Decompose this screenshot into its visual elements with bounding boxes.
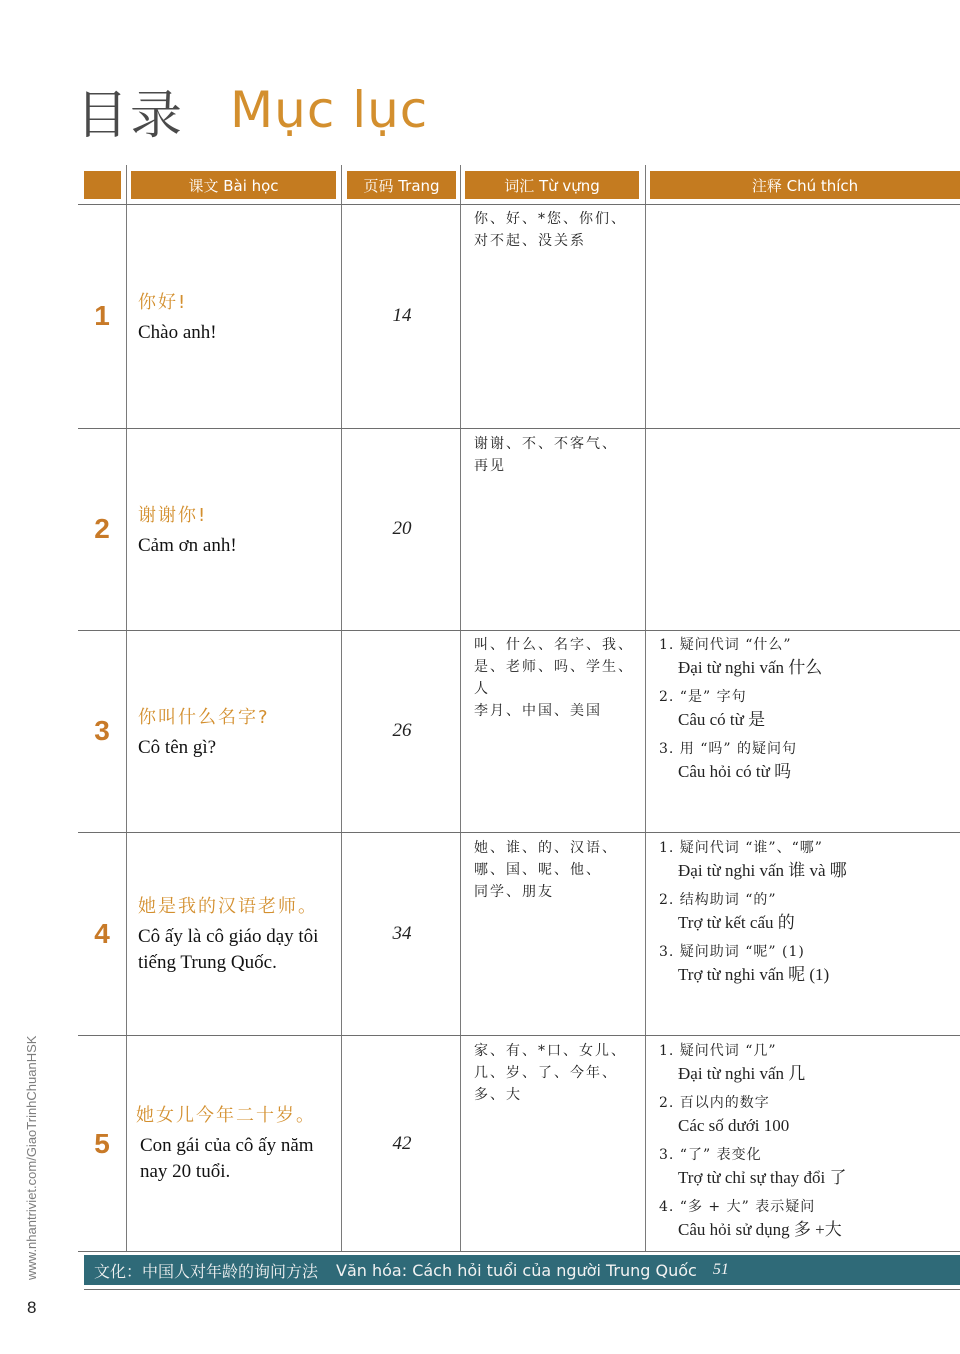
- header-num-column: [84, 171, 121, 199]
- note-item: [659, 738, 959, 784]
- lesson-title-zh: 她是我的汉语老师。: [138, 896, 318, 917]
- lesson-notes: [659, 634, 959, 790]
- note-vi: Trợ từ nghi vấn 呢 (1): [678, 965, 830, 984]
- lesson-title[interactable]: [138, 705, 338, 761]
- vocab-line: 对不起、没关系: [474, 233, 586, 249]
- note-vi: Trợ từ kết cấu 的: [678, 913, 795, 932]
- note-item: [659, 837, 959, 883]
- vocab-line: 你、好、*您、你们、: [474, 211, 627, 227]
- vocab-line: 叫、什么、名字、我、: [474, 637, 634, 653]
- vocab-line: 同学、朋友: [474, 884, 554, 900]
- row-divider: [78, 1251, 960, 1252]
- column-divider: [126, 165, 127, 1251]
- note-item: [659, 1092, 959, 1138]
- note-item: [659, 941, 959, 987]
- lesson-title-zh: 谢谢你!: [138, 505, 208, 526]
- row-divider: [78, 630, 960, 631]
- note-vi: Đại từ nghi vấn 谁 và 哪: [678, 861, 847, 880]
- lesson-title-vi: Chào anh!: [138, 322, 217, 343]
- header-page: 页码 Trang: [347, 171, 456, 199]
- header-lesson: 课文 Bài học: [131, 171, 336, 199]
- note-item: [659, 686, 959, 732]
- column-divider: [645, 165, 646, 1251]
- note-vi: Đại từ nghi vấn 什么: [678, 658, 823, 677]
- note-zh: 1. 疑问代词 “谁”、“哪”: [659, 840, 823, 856]
- vocab-line: 李月、中国、美国: [474, 703, 602, 719]
- note-vi: Câu hỏi có từ 吗: [678, 762, 792, 781]
- lesson-vocab: [474, 634, 639, 722]
- vocab-line: 谢谢、不、不客气、: [474, 436, 618, 452]
- note-vi: Câu hỏi sử dụng 多 +大: [678, 1220, 842, 1239]
- lesson-page[interactable]: 20: [392, 518, 412, 539]
- column-divider: [341, 165, 342, 1251]
- vocab-line: 人: [474, 681, 490, 697]
- watermark-url: www.nhantriviet.com/GiaoTrinhChuanHSK: [24, 1035, 39, 1280]
- lesson-page[interactable]: 42: [392, 1133, 412, 1154]
- row-divider: [84, 1289, 960, 1290]
- lesson-title-zh: 她女儿今年二十岁。: [136, 1105, 316, 1126]
- note-vi: Đại từ nghi vấn 几: [678, 1064, 806, 1083]
- note-item: [659, 1040, 959, 1086]
- row-divider: [78, 832, 960, 833]
- lesson-vocab: [474, 433, 639, 477]
- culture-section[interactable]: [84, 1255, 960, 1285]
- vocab-line: 几、岁、了、今年、: [474, 1065, 618, 1081]
- note-vi: Trợ từ chỉ sự thay đổi 了: [678, 1168, 847, 1187]
- note-item: [659, 1196, 959, 1242]
- vocab-line: 再见: [474, 458, 506, 474]
- vocab-line: 哪、国、呢、他、: [474, 862, 602, 878]
- note-vi: Các số dưới 100: [678, 1116, 790, 1135]
- note-item: [659, 634, 959, 680]
- row-divider: [78, 204, 960, 205]
- header-notes: 注释 Chú thích: [650, 171, 960, 199]
- lesson-title[interactable]: [138, 503, 338, 559]
- note-zh: 4. “多 + 大” 表示疑问: [659, 1199, 816, 1215]
- lesson-page[interactable]: 26: [392, 720, 412, 741]
- lesson-title[interactable]: [138, 894, 334, 976]
- culture-title-zh: 文化：中国人对年龄的询问方法: [94, 1261, 319, 1281]
- note-zh: 3. 疑问助词 “呢” (1): [659, 944, 805, 960]
- vocab-line: 她、谁、的、汉语、: [474, 840, 618, 856]
- header-vocab: 词汇 Từ vựng: [465, 171, 639, 199]
- note-zh: 3. 用 “吗” 的疑问句: [659, 741, 798, 757]
- note-zh: 2. 结构助词 “的”: [659, 892, 777, 908]
- note-zh: 1. 疑问代词 “几”: [659, 1043, 777, 1059]
- lesson-vocab: [474, 208, 639, 252]
- note-zh: 2. “是” 字句: [659, 689, 747, 705]
- note-zh: 1. 疑问代词 “什么”: [659, 637, 792, 653]
- lesson-number: 5: [94, 1128, 110, 1159]
- lesson-title-vi: Cảm ơn anh!: [138, 535, 237, 556]
- lesson-vocab: [474, 1040, 639, 1106]
- vocab-line: 多、大: [474, 1087, 522, 1103]
- culture-page: 51: [712, 1261, 729, 1278]
- title-vi: Mục lục: [230, 81, 429, 139]
- lesson-title-vi: Cô ấy là cô giáo dạy tôi tiếng Trung Quốc.: [138, 926, 319, 973]
- lesson-title-vi: Con gái của cô ấy năm nay 20 tuổi.: [140, 1135, 314, 1182]
- lesson-page[interactable]: 34: [392, 923, 412, 944]
- page-number: 8: [27, 1298, 37, 1317]
- lesson-title-vi: Cô tên gì?: [138, 737, 217, 758]
- lesson-title[interactable]: [136, 1103, 332, 1185]
- lesson-title[interactable]: [138, 290, 338, 346]
- note-item: [659, 1144, 959, 1190]
- vocab-line: 家、有、*口、女儿、: [474, 1043, 627, 1059]
- note-zh: 2. 百以内的数字: [659, 1095, 770, 1111]
- note-item: [659, 889, 959, 935]
- lesson-number: 1: [94, 300, 110, 331]
- title-zh: 目录: [76, 85, 185, 146]
- row-divider: [78, 428, 960, 429]
- column-divider: [460, 165, 461, 1251]
- lesson-number: 3: [94, 715, 110, 746]
- note-zh: 3. “了” 表变化: [659, 1147, 762, 1163]
- culture-title-vi: Văn hóa: Cách hỏi tuổi của người Trung Quốc: [336, 1260, 697, 1280]
- page-title: [76, 80, 429, 146]
- lesson-title-zh: 你好!: [138, 292, 188, 313]
- row-divider: [78, 1035, 960, 1036]
- lesson-number: 4: [94, 918, 110, 949]
- lesson-notes: [659, 1040, 959, 1248]
- vocab-line: 是、老师、吗、学生、: [474, 659, 634, 675]
- lesson-notes: [659, 837, 959, 993]
- lesson-title-zh: 你叫什么名字?: [138, 707, 270, 728]
- lesson-number: 2: [94, 513, 110, 544]
- lesson-vocab: [474, 837, 639, 903]
- note-vi: Câu có từ 是: [678, 710, 766, 729]
- lesson-page[interactable]: 14: [392, 305, 412, 326]
